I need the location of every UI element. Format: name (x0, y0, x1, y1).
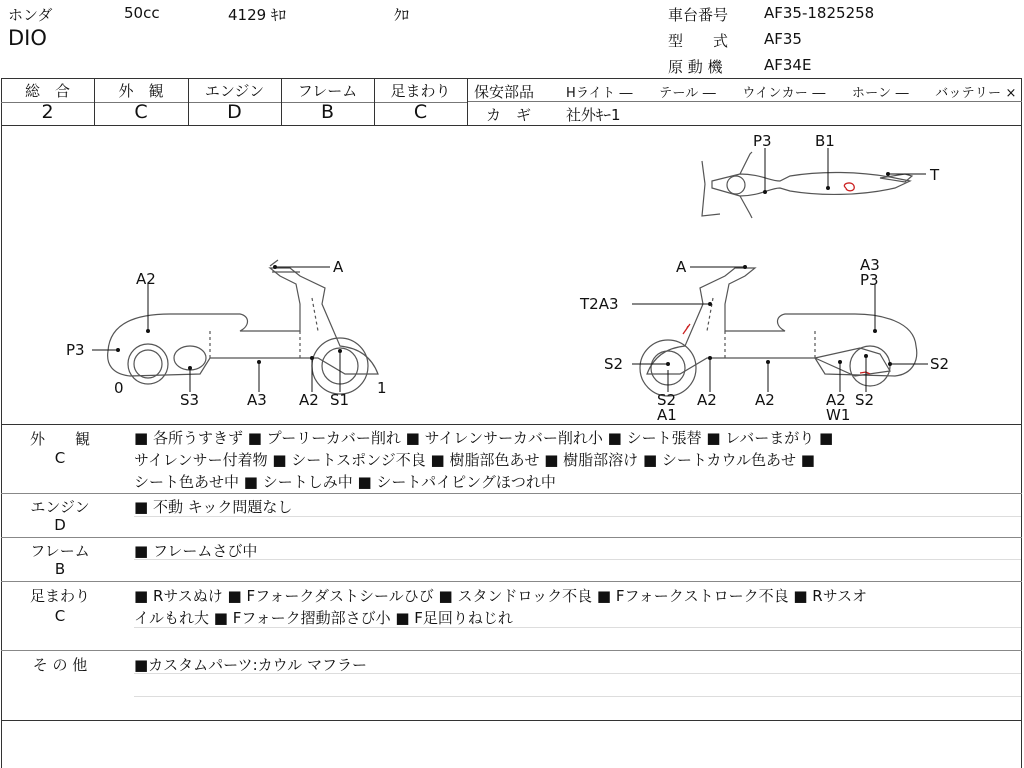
section-frame-line: ■ フレームさび中 (134, 542, 258, 560)
type-value: AF35 (764, 30, 802, 48)
grade-frame-value: B (320, 101, 335, 123)
section-other-line: ■カスタムパーツ:カウル マフラー (134, 656, 367, 674)
section-suspension-line: ■ Rサスぬけ ■ Fフォークダストシールひび ■ スタンドロック不良 ■ Fフォークストローク不良 ■ Rサスオ (134, 587, 868, 605)
right-label-A1: A1 (657, 406, 677, 424)
right-label-A: A (676, 258, 687, 276)
grade-suspension-label: 足まわり (390, 82, 451, 100)
left-label-S3: S3 (180, 391, 200, 409)
left-label-A2b: A2 (299, 391, 319, 409)
section-engine-title: エンジン (30, 498, 90, 516)
grade-suspension-value: C (413, 101, 428, 123)
section-exterior-line: シート色あせ中 ■ シートしみ中 ■ シートパイピングほつれ中 (134, 473, 556, 491)
color: ｸﾛ (394, 6, 410, 24)
frame-number: AF35-1825258 (764, 4, 875, 22)
left-label-A3: A3 (247, 391, 267, 409)
safety-parts-title: 保安部品 (474, 83, 535, 101)
section-suspension-grade: C (54, 607, 66, 625)
right-label-S2-wheel: S2 (657, 391, 677, 409)
left-label-1: 1 (377, 379, 387, 397)
section-suspension-line: イルもれ大 ■ Fフォーク摺動部さび小 ■ F足回りねじれ (134, 609, 513, 627)
section-exterior-title: 外 観 (29, 430, 90, 448)
section-exterior-grade: C (54, 449, 66, 467)
left-label-A2: A2 (136, 270, 156, 288)
mileage: 4129 ｷﾛ (228, 6, 286, 24)
left-label-S1: S1 (330, 391, 350, 409)
engine-label: 原 動 機 (668, 58, 723, 76)
engine-value: AF34E (764, 56, 812, 74)
right-label-S2-rear: S2 (930, 355, 950, 373)
section-engine-line: ■ 不動 キック問題なし (134, 498, 293, 516)
maker-name: ホンダ (8, 6, 53, 24)
top-label-P3: P3 (753, 132, 772, 150)
section-other-title: そ の 他 (32, 656, 88, 674)
left-label-P3: P3 (66, 341, 85, 359)
top-label-T: T (930, 166, 940, 184)
right-label-S2-bottom: S2 (855, 391, 875, 409)
grade-exterior-label: 外 観 (118, 82, 164, 100)
right-label-A2-rear: A2 (826, 391, 846, 409)
scooter-diagram (0, 126, 1024, 424)
grade-exterior-value: C (134, 101, 148, 123)
type-label: 型 式 (668, 32, 729, 50)
grade-overall-label: 総 合 (24, 82, 70, 100)
top-view-drawing (702, 152, 912, 218)
displacement: 50cc (124, 4, 160, 22)
section-frame-title: フレーム (30, 542, 90, 560)
right-label-W1: W1 (826, 406, 851, 424)
right-label-S2-front: S2 (604, 355, 624, 373)
grade-frame-label: フレーム (297, 82, 358, 100)
section-exterior-line: ■ 各所うすきず ■ プーリーカバー削れ ■ サイレンサーカバー削れ小 ■ シート張替 ■ レバーまがり ■ (134, 429, 834, 447)
safety-parts-items: Hライト ― テール ― ウインカー ― ホーン ― バッテリー × (566, 86, 1017, 101)
right-label-A2-front: A2 (697, 391, 717, 409)
right-label-A2-mid: A2 (755, 391, 775, 409)
section-frame-grade: B (54, 560, 66, 578)
section-suspension-title: 足まわり (29, 587, 90, 605)
grade-engine-value: D (227, 101, 242, 123)
section-engine-grade: D (54, 516, 66, 534)
section-exterior-line: サイレンサー付着物 ■ シートスポンジ不良 ■ 樹脂部色あせ ■ 樹脂部溶け ■ シートカウル色あせ ■ (134, 451, 815, 469)
left-label-0: 0 (114, 379, 124, 397)
right-label-T2A3: T2A3 (580, 295, 619, 313)
frame-number-label: 車台番号 (668, 6, 729, 24)
right-label-P3: P3 (860, 271, 879, 289)
left-label-A: A (333, 258, 344, 276)
grade-engine-label: エンジン (204, 82, 265, 100)
right-label-A3: A3 (860, 256, 880, 274)
key-value: 社外ｷｰ1 (566, 106, 621, 124)
key-label: カ ギ (486, 106, 532, 124)
top-label-B1: B1 (815, 132, 835, 150)
grade-overall-value: 2 (41, 101, 54, 123)
model-name: DIO (8, 26, 47, 50)
